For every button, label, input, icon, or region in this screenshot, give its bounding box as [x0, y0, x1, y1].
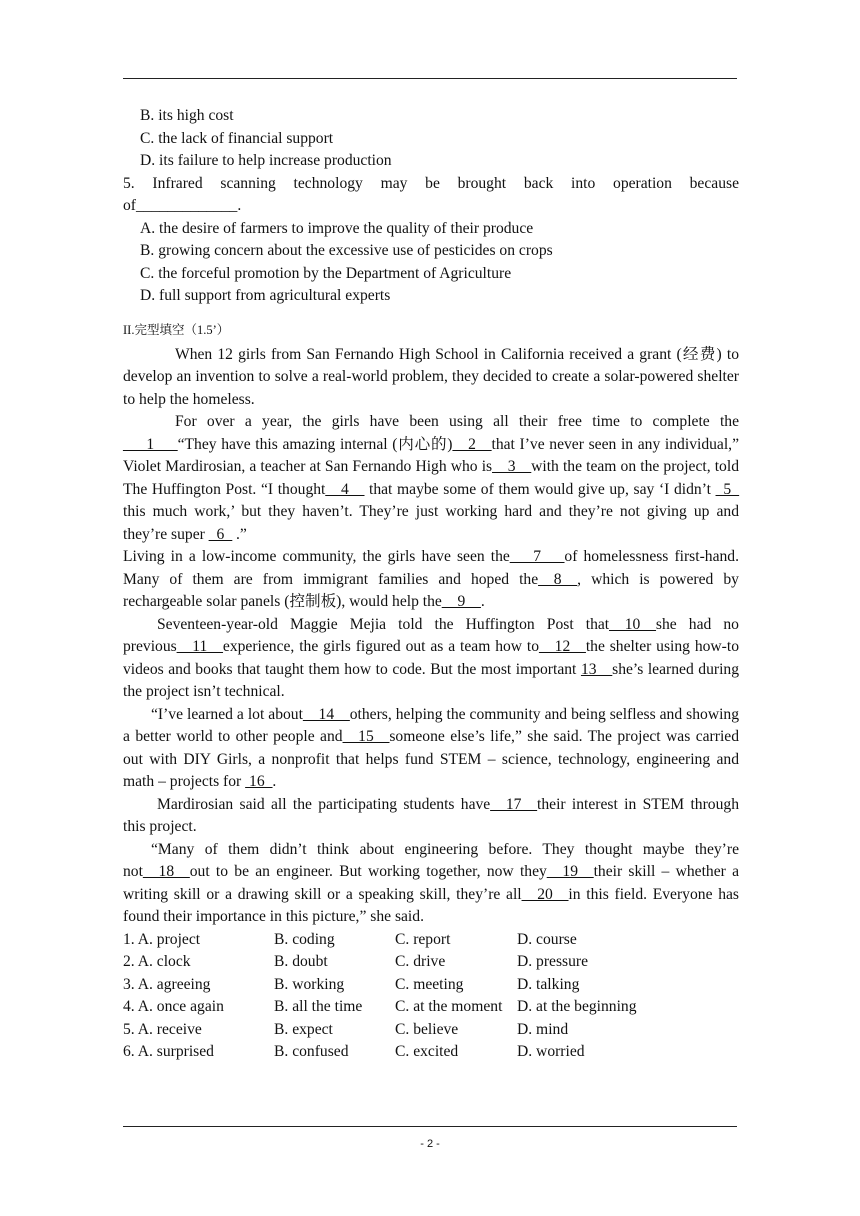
q4-option-b: B. its high cost — [140, 107, 234, 124]
option-d: D. worried — [517, 1043, 585, 1060]
blank-14: __14__ — [302, 705, 350, 723]
q5-option-c: C. the forceful promotion by the Department of Agriculture — [140, 264, 512, 282]
passage-paragraph-2 — [123, 411, 739, 546]
blank-17: __17__ — [490, 795, 538, 813]
text-run: . — [272, 773, 277, 790]
option-row — [123, 1019, 739, 1042]
q4-option-c: C. the lack of financial support — [140, 129, 334, 147]
option-row — [123, 1041, 739, 1064]
blank-2: __2__ — [452, 435, 492, 453]
passage-paragraph-1: When 12 girls from San Fernando High School in California received a grant (经费) to develop an invention to solve a real-world problem, they decided to create a solar-powered shelter to help the homeless. — [123, 345, 739, 408]
text-run: “I’ve learned a lot about — [151, 705, 303, 723]
blank-16: 16_ — [245, 773, 273, 790]
option-row — [123, 929, 739, 952]
text-run: . — [480, 593, 485, 610]
text-run: of homelessness first-hand. Many of them are from immigrant families and hoped the — [123, 548, 739, 588]
text-run: .” — [232, 525, 247, 543]
passage-paragraph-7 — [123, 839, 739, 929]
footer-rule — [123, 1126, 737, 1127]
q5-stem-blank: of_____________. — [123, 197, 242, 214]
option-d: D. talking — [517, 975, 580, 993]
blank-1: ___1___ — [123, 435, 178, 453]
q5-option-a: A. the desire of farmers to improve the quality of their produce — [140, 219, 534, 237]
text-run: For over a year, the girls have been using all their free time to complete the — [175, 413, 739, 430]
option-row — [123, 951, 739, 974]
blank-13: 13__ — [580, 660, 613, 678]
text-run: , which is powered by rechargeable solar panels (控制板), would help the — [123, 570, 739, 610]
option-a: 4. A. once again — [123, 998, 224, 1015]
text-run: she’s learned during the project isn’t technical. — [123, 660, 739, 700]
passage-paragraph-4 — [123, 614, 739, 704]
option-a: 1. A. project — [123, 930, 201, 948]
text-run: their interest in STEM through this project. — [123, 795, 739, 835]
q4-option-d: D. its failure to help increase production — [140, 152, 392, 169]
blank-18: __18__ — [142, 863, 190, 880]
blank-20: __20__ — [521, 885, 569, 903]
text-run: Mardirosian said all the participating students have — [157, 795, 491, 813]
text-run: this much work,’ but they haven’t. They’re just working hard and they’re not giving up and they’re super — [123, 503, 739, 543]
blank-10: __10__ — [609, 615, 656, 633]
text-run: “They have this amazing internal (内心的) — [177, 435, 453, 453]
option-row — [123, 996, 739, 1019]
blank-4: __4__ — [325, 480, 365, 498]
option-b: B. confused — [274, 1043, 349, 1060]
text-run: that maybe some of them would give up, say ‘I didn’t — [364, 480, 716, 498]
option-a: 2. A. clock — [123, 953, 191, 970]
option-b: B. working — [274, 975, 345, 993]
option-d: D. at the beginning — [517, 998, 637, 1015]
option-c: C. believe — [395, 1020, 459, 1038]
option-c: C. meeting — [395, 975, 464, 993]
text-run: “Many of them didn’t think about engineering before. They thought maybe they’re not — [123, 840, 739, 880]
blank-6: _6_ — [208, 525, 233, 543]
text-run: she had no previous — [123, 615, 739, 655]
option-b: B. all the time — [274, 998, 363, 1015]
option-a: 3. A. agreeing — [123, 975, 211, 993]
option-a: 6. A. surprised — [123, 1043, 214, 1060]
text-run: out to be an engineer. But working together, now they — [189, 863, 547, 880]
option-c: C. excited — [395, 1043, 459, 1060]
text-run: the shelter using how-to videos and books that taught them how to code. But the most important — [123, 638, 740, 678]
q5-option-b: B. growing concern about the excessive use of pesticides on crops — [140, 242, 553, 259]
blank-19: __19__ — [546, 863, 594, 880]
text-run: Living in a low-income community, the girls have seen the — [123, 548, 510, 565]
blank-9: __9__ — [441, 593, 481, 610]
option-c: C. at the moment — [395, 998, 503, 1015]
option-d: D. course — [517, 930, 577, 948]
passage-paragraph-6 — [123, 794, 739, 839]
option-c: C. drive — [395, 953, 446, 970]
text-run: that I’ve never seen in any individual,” Violet Mardirosian, a teacher at San Fernando High who is — [123, 435, 739, 475]
option-b: B. expect — [274, 1020, 333, 1038]
answer-options — [123, 929, 739, 1064]
blank-15: __15__ — [342, 728, 390, 745]
option-row — [123, 974, 739, 997]
option-d: D. pressure — [517, 953, 589, 970]
q5-option-d: D. full support from agricultural experts — [140, 287, 391, 304]
blank-11: __11__ — [176, 638, 223, 655]
text-run: their skill – whether a writing skill or a drawing skill or a speaking skill, they’re all — [123, 863, 739, 903]
section-title: II.完型填空（1.5’） — [123, 322, 230, 337]
text-run: someone else’s life,” she said. The project was carried out with DIY Girls, a nonprofit that helps fund STEM – science, technology, engineering and math – projects for — [123, 728, 739, 790]
page-number: - 2 - — [420, 1138, 440, 1150]
option-b: B. coding — [274, 930, 335, 948]
text-run: in this field. Everyone has found their importance in this picture,” she said. — [123, 885, 740, 925]
blank-5: _5_ — [715, 480, 739, 498]
blank-7: ___7___ — [509, 548, 565, 565]
text-run: with the team on the project, told The Huffington Post. “I thought — [123, 458, 739, 498]
passage-paragraph-3 — [123, 546, 739, 614]
option-d: D. mind — [517, 1020, 569, 1038]
header-rule — [123, 78, 737, 79]
text-run: Seventeen-year-old Maggie Mejia told the Huffington Post that — [157, 615, 610, 633]
q5-stem: 5. Infrared scanning technology may be brought back into operation because — [123, 174, 739, 192]
option-c: C. report — [395, 930, 451, 948]
passage-paragraph-5 — [123, 704, 739, 794]
blank-8: __8__ — [538, 570, 578, 588]
cloze-passage — [123, 344, 739, 929]
text-run: others, helping the community and being selfless and showing a better world to other people and — [123, 705, 740, 745]
blank-3: __3__ — [492, 458, 532, 475]
option-b: B. doubt — [274, 953, 328, 970]
page-content — [123, 105, 739, 1064]
option-a: 5. A. receive — [123, 1020, 202, 1038]
text-run: experience, the girls figured out as a team how to — [222, 638, 540, 655]
blank-12: __12__ — [539, 638, 586, 655]
